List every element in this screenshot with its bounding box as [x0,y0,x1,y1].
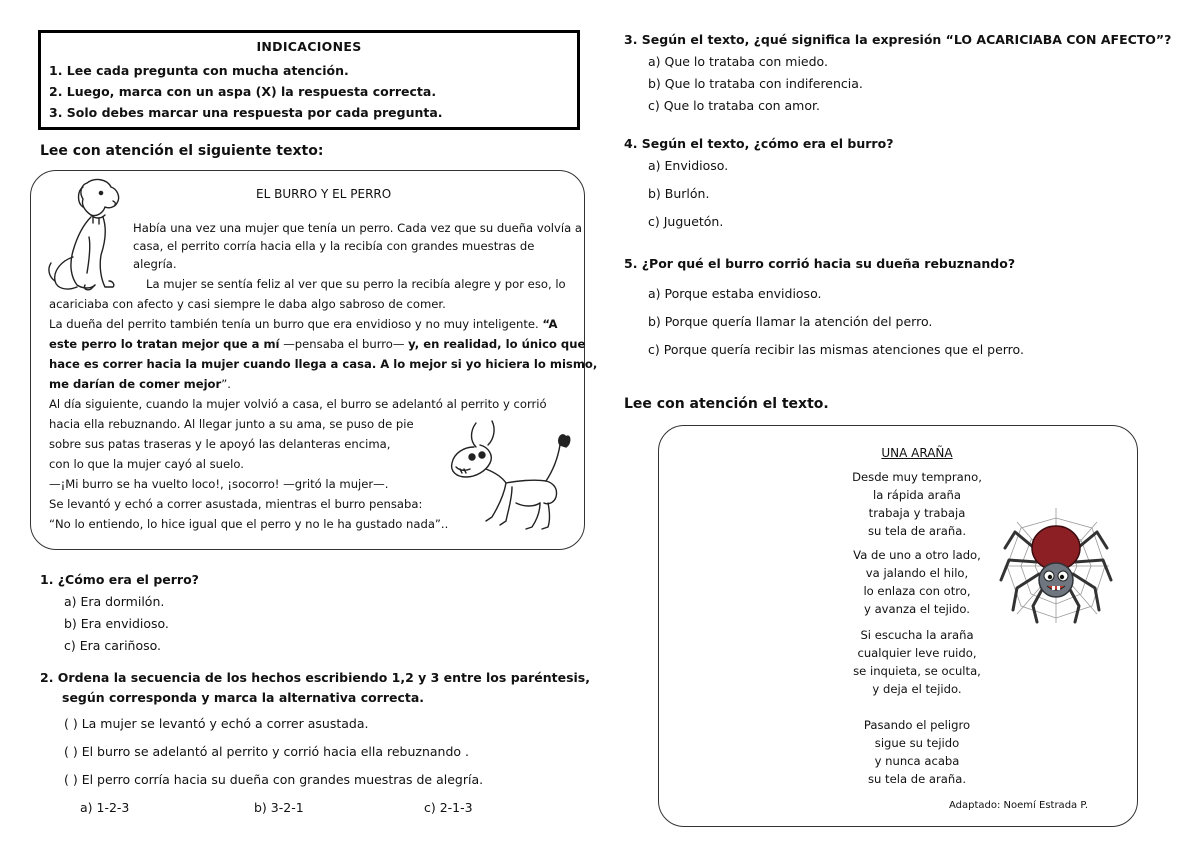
poem-title: UNA ARAÑA [881,446,953,460]
q5-option-b[interactable]: b) Porque quería llamar la atención del perro. [648,314,933,329]
poem-line: lo enlaza con otro, [863,584,971,598]
question-3: 3. Según el texto, ¿qué significa la expresión “LO ACARICIABA CON AFECTO”? [624,32,1172,47]
story-title: EL BURRO Y EL PERRO [256,187,392,201]
story-line: con lo que la mujer cayó al suelo. [49,457,244,471]
donkey-illustration [436,417,576,533]
story-box [30,170,598,550]
q5-option-a[interactable]: a) Porque estaba envidioso. [648,286,822,301]
poem-line: cualquier leve ruido, [857,646,977,660]
poem-box [658,425,1138,827]
story-line: acariciaba con afecto y casi siempre le daba algo sabroso de comer. [49,297,446,311]
poem-line: Va de uno a otro lado, [853,548,981,562]
poem-line: y avanza el tejido. [864,602,970,616]
poem-credit: Adaptado: Noemí Estrada P. [949,800,1088,811]
story-text: La dueña del perrito también tenía un burro que era envidioso y no muy inteligente. [49,317,543,331]
story-line: —¡Mi burro se ha vuelto loco!, ¡socorro! —gritó la mujer—. [49,477,389,491]
poem-line: sigue su tejido [874,736,960,750]
poem-line: se inquieta, se oculta, [853,664,981,678]
poem-line: y nunca acaba [874,754,960,768]
story-line: casa, el perrito corría hacia ella y la recibía con grandes muestras de [133,239,535,253]
poem-line: trabaja y trabaja [868,506,966,520]
story-line: “No lo entiendo, lo hice igual que el perro y no le ha gustado nada”.. [49,517,449,531]
q2-event[interactable]: ( ) El burro se adelantó al perrito y corrió hacia ella rebuznando . [64,744,470,759]
story-line [49,377,231,391]
question-1: 1. ¿Cómo era el perro? [40,572,199,587]
story-quote: me darían de comer mejor [49,377,222,391]
q4-option-b[interactable]: b) Burlón. [648,186,710,201]
q2-alternative-a[interactable]: a) 1-2-3 [80,800,130,815]
q2-alternative-c[interactable]: c) 2-1-3 [424,800,473,815]
q2-alternative-b[interactable]: b) 3-2-1 [254,800,304,815]
story-line [49,337,585,351]
q3-option-c[interactable]: c) Que lo trataba con amor. [648,98,820,113]
poem-line: la rápida araña [872,488,962,502]
q2-event[interactable]: ( ) La mujer se levantó y echó a correr asustada. [64,716,369,731]
story-quote: y, en realidad, lo único que [408,337,586,351]
instruction-item: 1. Lee cada pregunta con mucha atención. [49,63,349,78]
poem-line: su tela de araña. [867,772,967,786]
story-line [49,317,557,331]
reading-prompt-2: Lee con atención el texto. [624,396,829,412]
q5-option-c[interactable]: c) Porque quería recibir las mismas atenciones que el perro. [648,342,1024,357]
q1-option-b[interactable]: b) Era envidioso. [64,616,169,631]
story-line: alegría. [133,257,177,271]
q3-option-a[interactable]: a) Que lo trataba con miedo. [648,54,828,69]
q3-option-b[interactable]: b) Que lo trataba con indiferencia. [648,76,863,91]
story-line: La mujer se sentía feliz al ver que su perro la recibía alegre y por eso, lo [146,277,566,291]
dog-illustration [43,177,133,295]
story-text: ”. [221,377,231,391]
question-2-line2: según corresponda y marca la alternativa correcta. [62,690,425,705]
story-text: —pensaba el burro— [279,337,409,351]
story-line [49,357,597,371]
story-line: Se levantó y echó a correr asustada, mientras el burro pensaba: [49,497,423,511]
poem-line: y deja el tejido. [872,682,962,696]
question-2-line1: 2. Ordena la secuencia de los hechos escribiendo 1,2 y 3 entre los paréntesis, [40,670,590,685]
instruction-item: 2. Luego, marca con un aspa (X) la respuesta correcta. [49,84,437,99]
story-line: Al día siguiente, cuando la mujer volvió a casa, el burro se adelantó al perrito y corrió [49,397,547,411]
instructions-title: INDICACIONES [256,39,362,54]
question-4: 4. Según el texto, ¿cómo era el burro? [624,136,894,151]
story-line: hacia ella rebuznando. Al llegar junto a su ama, se puso de pie [49,417,414,431]
instructions-box [38,30,580,130]
poem-line: Desde muy temprano, [852,470,982,484]
q4-option-a[interactable]: a) Envidioso. [648,158,729,173]
spider-illustration [997,498,1115,628]
poem-line: va jalando el hilo, [865,566,969,580]
question-5: 5. ¿Por qué el burro corrió hacia su dueña rebuznando? [624,256,1016,271]
story-line: Había una vez una mujer que tenía un perro. Cada vez que su dueña volvía a [133,221,582,235]
story-line: sobre sus patas traseras y le apoyó las delanteras encima, [49,437,391,451]
poem-line: Si escucha la araña [860,628,974,642]
reading-prompt: Lee con atención el siguiente texto: [40,143,324,159]
story-quote-open: “A [542,317,558,331]
story-quote: hace es correr hacia la mujer cuando llega a casa. A lo mejor si yo hiciera lo mismo, [49,357,598,371]
q1-option-c[interactable]: c) Era cariñoso. [64,638,162,653]
q1-option-a[interactable]: a) Era dormilón. [64,594,165,609]
poem-line: su tela de araña. [867,524,967,538]
q2-event[interactable]: ( ) El perro corría hacia su dueña con grandes muestras de alegría. [64,772,484,787]
poem-line: Pasando el peligro [863,718,971,732]
instruction-item: 3. Solo debes marcar una respuesta por cada pregunta. [49,105,443,120]
story-quote: este perro lo tratan mejor que a mí [49,337,280,351]
q4-option-c[interactable]: c) Juguetón. [648,214,724,229]
